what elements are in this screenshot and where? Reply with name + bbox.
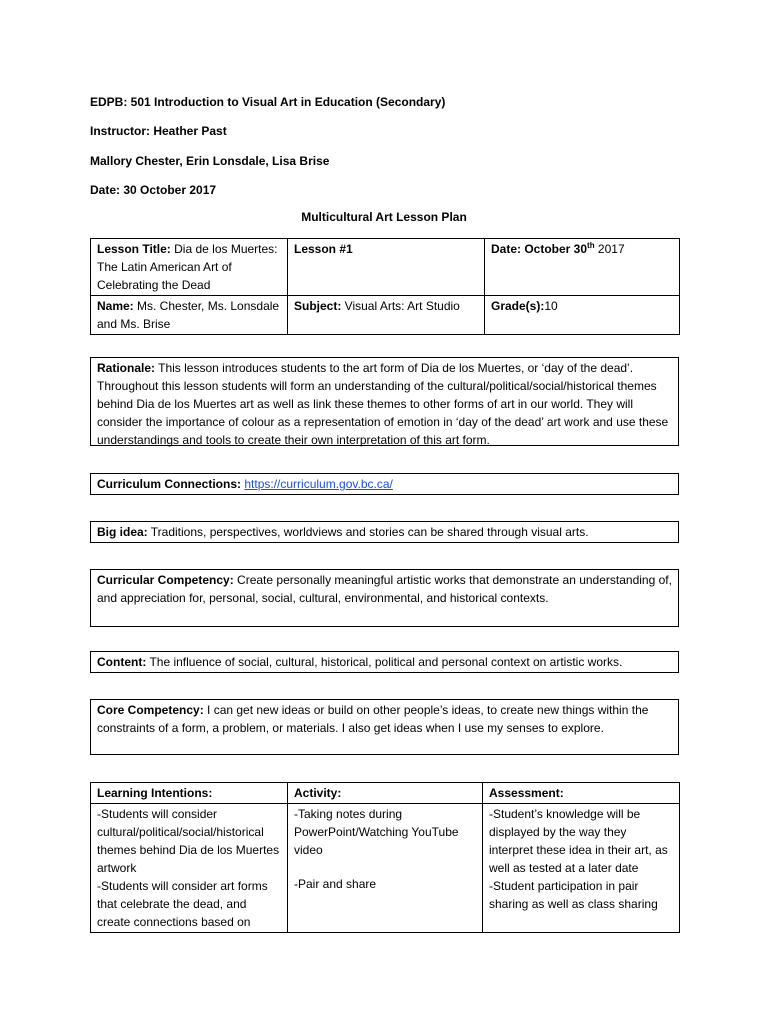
lesson-date-sup: th [587, 241, 595, 250]
lesson-date-label: Date: October 30 [491, 242, 588, 256]
curricular-competency-box [90, 569, 679, 627]
curricular-competency-text: Create personally meaningful artistic works that demonstrate an understanding of, and appreciation for, personal, social, cultural, environmental, and historical contexts. [97, 573, 672, 605]
lesson-date-year: 2017 [594, 242, 625, 256]
core-competency-text: I can get new ideas or build on other people’s ideas, to create new things within the constraints of a form, a problem, or materials. I also get ideas when I use my senses to explore. [97, 703, 649, 735]
core-competency-label: Core Competency: [97, 703, 204, 717]
grade-cell [485, 296, 680, 335]
content-label: Content: [97, 655, 147, 669]
instructor-line: Instructor: Heather Past [90, 124, 227, 138]
activity-2: -Pair and share [294, 877, 377, 891]
lesson-title-value: Dia de los Muertes: The Latin American Art of Celebrating the Dead [97, 242, 278, 292]
curriculum-box [90, 473, 679, 495]
lesson-info-table [90, 238, 680, 335]
activity-cell [288, 804, 483, 933]
learning-intention-2: -Students will consider art forms that celebrate the dead, and create connections based on [97, 879, 268, 929]
rationale-label: Rationale: [97, 361, 156, 375]
grade-label: Grade(s): [491, 299, 545, 313]
content-text: The influence of social, cultural, historical, political and personal context on artistic works. [146, 655, 623, 669]
lesson-title-cell [91, 239, 288, 296]
big-idea-box [90, 521, 679, 543]
document-title: Multicultural Art Lesson Plan [301, 210, 467, 224]
date-line: Date: 30 October 2017 [90, 183, 217, 197]
authors-line: Mallory Chester, Erin Lonsdale, Lisa Brise [90, 154, 330, 168]
table-header-row [91, 783, 680, 804]
header-assessment: Assessment: [483, 783, 680, 804]
lesson-number-cell [288, 239, 485, 296]
subject-cell [288, 296, 485, 335]
name-label: Name: [97, 299, 134, 313]
assessment-2: -Student participation in pair sharing as well as class sharing [489, 879, 658, 911]
subject-value: Visual Arts: Art Studio [341, 299, 460, 313]
assessment-cell [483, 804, 680, 933]
course-title: EDPB: 501 Introduction to Visual Art in Education (Secondary) [90, 95, 446, 109]
rationale-box [90, 357, 679, 446]
lesson-date-cell [485, 239, 680, 296]
big-idea-label: Big idea: [97, 525, 148, 539]
learning-intentions-cell [91, 804, 288, 933]
assessment-1: -Student’s knowledge will be displayed by the way they interpret these idea in their art, as well as tested at a later date [489, 807, 668, 875]
core-competency-box [90, 699, 679, 755]
teacher-name-cell [91, 296, 288, 335]
curricular-competency-label: Curricular Competency: [97, 573, 234, 587]
curriculum-link[interactable]: https://curriculum.gov.bc.ca/ [244, 477, 393, 491]
big-idea-text: Traditions, perspectives, worldviews and stories can be shared through visual arts. [147, 525, 589, 539]
header-learning-intentions: Learning Intentions: [91, 783, 288, 804]
rationale-text: This lesson introduces students to the art form of Dia de los Muertes, or ‘day of the dead’. Throughout this lesson students will form an understanding of the cultural/political/social/historical themes behind Dia de los Muertes art as well as link these themes to other forms of art in our world. They will consider the importance of colour as a representation of emotion in ‘day of the dead’ art work and use these understandings and tools to create their own interpretation of this art form. [97, 361, 669, 447]
subject-label: Subject: [294, 299, 342, 313]
table-row [91, 804, 680, 933]
lesson-number: Lesson #1 [294, 242, 353, 256]
curriculum-label: Curriculum Connections: [97, 477, 242, 491]
activity-1: -Taking notes during PowerPoint/Watching YouTube video [294, 807, 459, 857]
header-activity: Activity: [288, 783, 483, 804]
lesson-plan-table [90, 782, 680, 933]
name-value: Ms. Chester, Ms. Lonsdale and Ms. Brise [97, 299, 280, 331]
grade-value: 10 [544, 299, 558, 313]
content-box [90, 651, 679, 673]
learning-intention-1: -Students will consider cultural/political/social/historical themes behind Dia de los Muertes artwork [97, 807, 280, 875]
table-row [91, 296, 680, 335]
lesson-title-label: Lesson Title: [97, 242, 171, 256]
table-row [91, 239, 680, 296]
